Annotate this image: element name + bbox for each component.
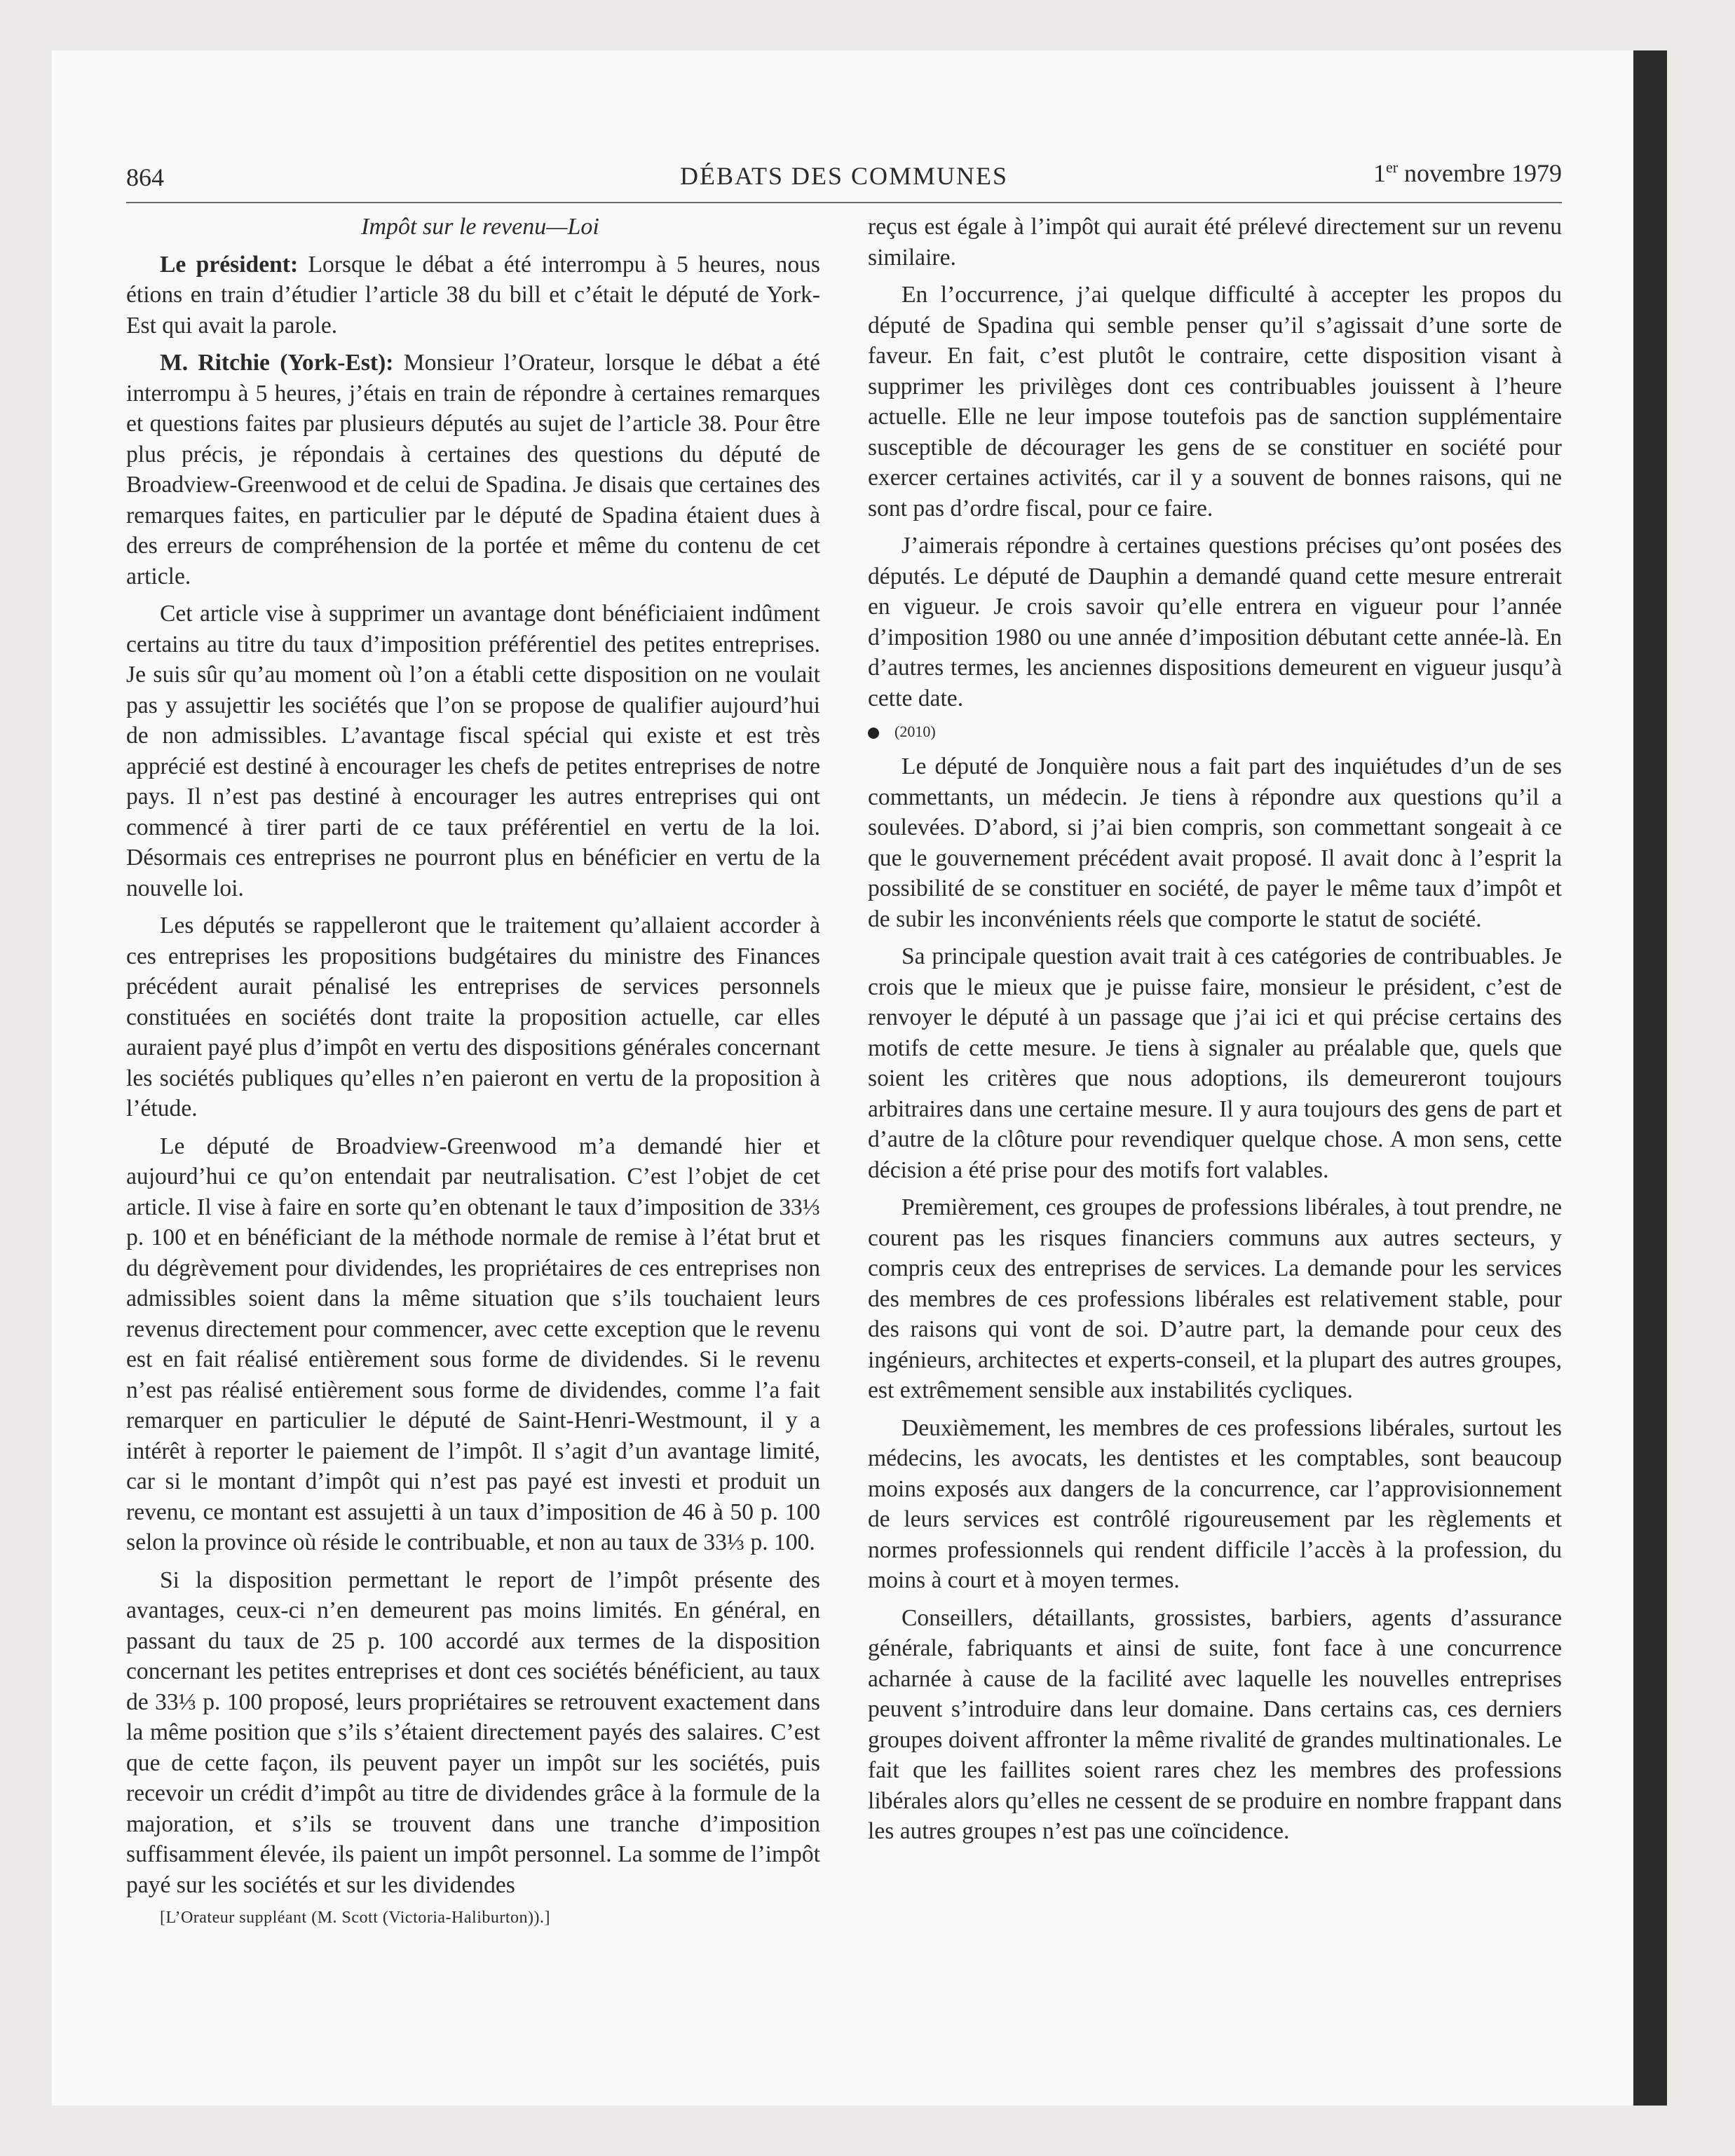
paragraph: Cet article vise à supprimer un avantage dont bénéficiaient indûment certains au titre du taux d’imposition préférentiel des petites entreprises. Je suis sûr qu’au moment où l’on a établi cette disposition on ne voulait pas y assujettir les sociétés que l’on se propose de qualifier aujourd’hui de non admissibles. L’avantage fiscal spécial qui existe et est très apprécié est destiné à encourager les chefs de petites entreprises de notre pays. Il n’est pas destiné à encourager les autres entreprises qui ont commencé à tirer parti de ce taux préférentiel en vertu de la loi. Désormais ces entreprises ne pourront plus en bénéficier en vertu de la nouvelle loi. [126,601,820,901]
page-date [1373,158,1562,188]
paragraph: reçus est égale à l’impôt qui aurait été prélevé directement sur un revenu similaire. [868,214,1562,271]
scan-edge-bar [1633,50,1667,2106]
paragraph: J’aimerais répondre à certaines questions précises qu’ont posées des députés. Le député de Dauphin a demandé quand cette mesure entrerait en vigueur. Je crois savoir qu’elle entrera en vigueur pour l’année d’imposition 1980 ou une année d’imposition débutant cette année-là. En d’autres termes, les anciennes dispositions demeurent en vigueur jusqu’à cette date. [868,533,1562,711]
date-rest: novembre 1979 [1398,159,1562,187]
header-rule [126,202,1562,203]
paragraph: Les députés se rappelleront que le traitement qu’allaient accorder à ces entreprises les propositions budgétaires du ministre des Finances précédent aurait pénalisé les entreprises de services personnels constituées en sociétés dont traite la proposition actuelle, car elles auraient payé plus d’impôt en vertu des dispositions générales concernant les sociétés publiques qu’elles n’en paieront en vertu de la proposition à l’étude. [126,913,820,1121]
paragraph: En l’occurrence, j’ai quelque difficulté à accepter les propos du député de Spadina qui semble penser qu’il s’agissait d’une sorte de faveur. En fait, c’est plutôt le contraire, cette disposition visant à supprimer les privilèges dont ces contribuables jouissent à l’heure actuelle. Elle ne leur impose toutefois pas de sanction supplémentaire susceptible de décourager les gens de se constituer en société pour exercer certaines activités, car il y a souvent de bonnes raisons, qui ne sont pas d’ordre fiscal, pour ce faire. [868,282,1562,521]
page-number: 864 [126,163,164,191]
paragraph [126,250,820,341]
speech-text: Monsieur l’Orateur, lorsque le débat a été interrompu à 5 heures, j’étais en train de répondre à certaines remarques et questions faites par plusieurs députés au sujet de l’article 38. Pour être plus précis, je répondais à certaines des questions du député de Broadview-Greenwood et de celui de Spadina. Je disais que certaines des remarques faites, en particulier par le député de Spadina étaient dues à des erreurs de compréhension de la portée et même du contenu de cet article. [126,350,820,589]
paragraph: Deuxièmement, les membres de ces professions libérales, surtout les médecins, les avocats, les dentistes et les comptables, sont beaucoup moins exposés aux dangers de la concurrence, car l’approvisionnement de leurs services est contrôlé rigoureusement par les règlements et normes professionnels qui rendent difficile l’accès à la profession, du moins à court et à moyen termes. [868,1414,1562,1593]
publication-title: DÉBATS DES COMMUNES [679,162,1009,190]
subject-heading: Impôt sur le revenu—Loi [361,214,599,240]
time-marker-text: (2010) [894,723,936,740]
paragraph [126,348,820,592]
time-marker [868,722,1562,742]
date-day: 1 [1373,159,1386,187]
speaker-name: M. Ritchie (York-Est): [160,350,394,376]
chair-note: [L’Orateur suppléant (M. Scott (Victoria-Haliburton)).] [160,1909,551,1927]
paragraph: Premièrement, ces groupes de professions libérales, à tout prendre, ne courent pas les risques financiers communs aux autres secteurs, y compris ceux des entreprises de services. La demande pour les services des membres de ces professions libérales est relativement stable, pour des raisons qui vont de soi. D’autre part, la demande pour ceux des ingénieurs, architectes et experts-conseil, et la plupart des autres groupes, est extrêmement sensible aux instabilités cycliques. [868,1194,1562,1403]
left-column [126,212,820,1935]
speaker-name: Le président: [160,251,299,278]
date-suffix: er [1385,158,1399,176]
paragraph: Conseillers, détaillants, grossistes, barbiers, agents d’assurance générale, fabriquants et ainsi de suite, font face à une concurrence acharnée à cause de la facilité avec laquelle les nouvelles entreprises peuvent s’introduire dans leur domaine. Dans certains cas, ces derniers groupes doivent affronter la même rivalité de grandes multinationales. Le fait que les faillites soient rares chez les membres des professions libérales alors qu’elles ne cessent de se produire en nombre frappant dans les autres groupes n’est pas une coïncidence. [868,1604,1562,1844]
page-header [126,158,1562,203]
paragraph: Le député de Broadview-Greenwood m’a demandé hier et aujourd’hui ce qu’on entendait par neutralisation. C’est l’objet de cet article. Il vise à faire en sorte qu’en obtenant le taux d’imposition de 33⅓ p. 100 et en bénéficiant de la méthode normale de remise à l’état brut et du dégrèvement pour dividendes, les propriétaires de ces entreprises non admissibles soient dans la même situation que s’ils touchaient leurs revenus directement pour commencer, avec cette exception que le revenu est en fait réalisé entièrement sous forme de dividendes. Si le revenu n’est pas réalisé entièrement sous forme de dividendes, comme l’a fait remarquer en particulier le député de Saint-Henri-Westmount, il y a intérêt à reporter le paiement de l’impôt. Il s’agit d’un avantage limité, car si le montant d’impôt qui n’est pas payé est investi et produit un revenu, ce montant est assujetti à un taux d’imposition de 46 à 50 p. 100 selon la province où réside le contribuable, et non au taux de 33⅓ p. 100. [126,1133,820,1555]
speech-text: Lorsque le débat a été interrompu à 5 heures, nous étions en train d’étudier l’article 38 du bill et c’était le député de York-Est qui avait la parole. [126,251,820,339]
bullet-icon [868,728,879,739]
paragraph: Sa principale question avait trait à ces catégories de contribuables. Je crois que le mieux que je puisse faire, monsieur le président, c’est de renvoyer le député à un passage que j’ai ici et qui précise certains des motifs de cette mesure. Je tiens à signaler au préalable que, quels que soient les critères que nous adoptions, ils demeureront toujours arbitraires dans une certaine mesure. Il y aura toujours des gens de part et d’autre de la clôture pour revendiquer quelque chose. A mon sens, cette décision a été prise pour des motifs fort valables. [868,943,1562,1183]
paragraph: Le député de Jonquière nous a fait part des inquiétudes d’un de ses commettants, un médecin. Je tiens à répondre aux questions qu’il a soulevées. D’abord, si j’ai bien compris, son commettant songeait à ce que le gouvernement précédent avait proposé. Il avait donc à l’esprit la possibilité de se constituer en société, de payer le même taux d’impôt et de subir les inconvénients réels que comporte le statut de société. [868,753,1562,932]
right-column [868,212,1562,1854]
paragraph: Si la disposition permettant le report de l’impôt présente des avantages, ceux-ci n’en demeurent pas moins limités. En général, en passant du taux de 25 p. 100 accordé aux termes de la disposition concernant les petites entreprises et dont ces sociétés bénéficient, au taux de 33⅓ p. 100 proposé, leurs propriétaires se retrouvent exactement dans la même position que s’ils s’étaient directement payés des salaires. C’est que de cette façon, ils peuvent payer un impôt sur les sociétés, puis recevoir un crédit d’impôt au titre de dividendes grâce à la formule de la majoration, et s’ils se trouvent dans une tranche d’imposition suffisamment élevée, ils paient un impôt personnel. La somme de l’impôt payé sur les sociétés et sur les dividendes [126,1567,820,1898]
